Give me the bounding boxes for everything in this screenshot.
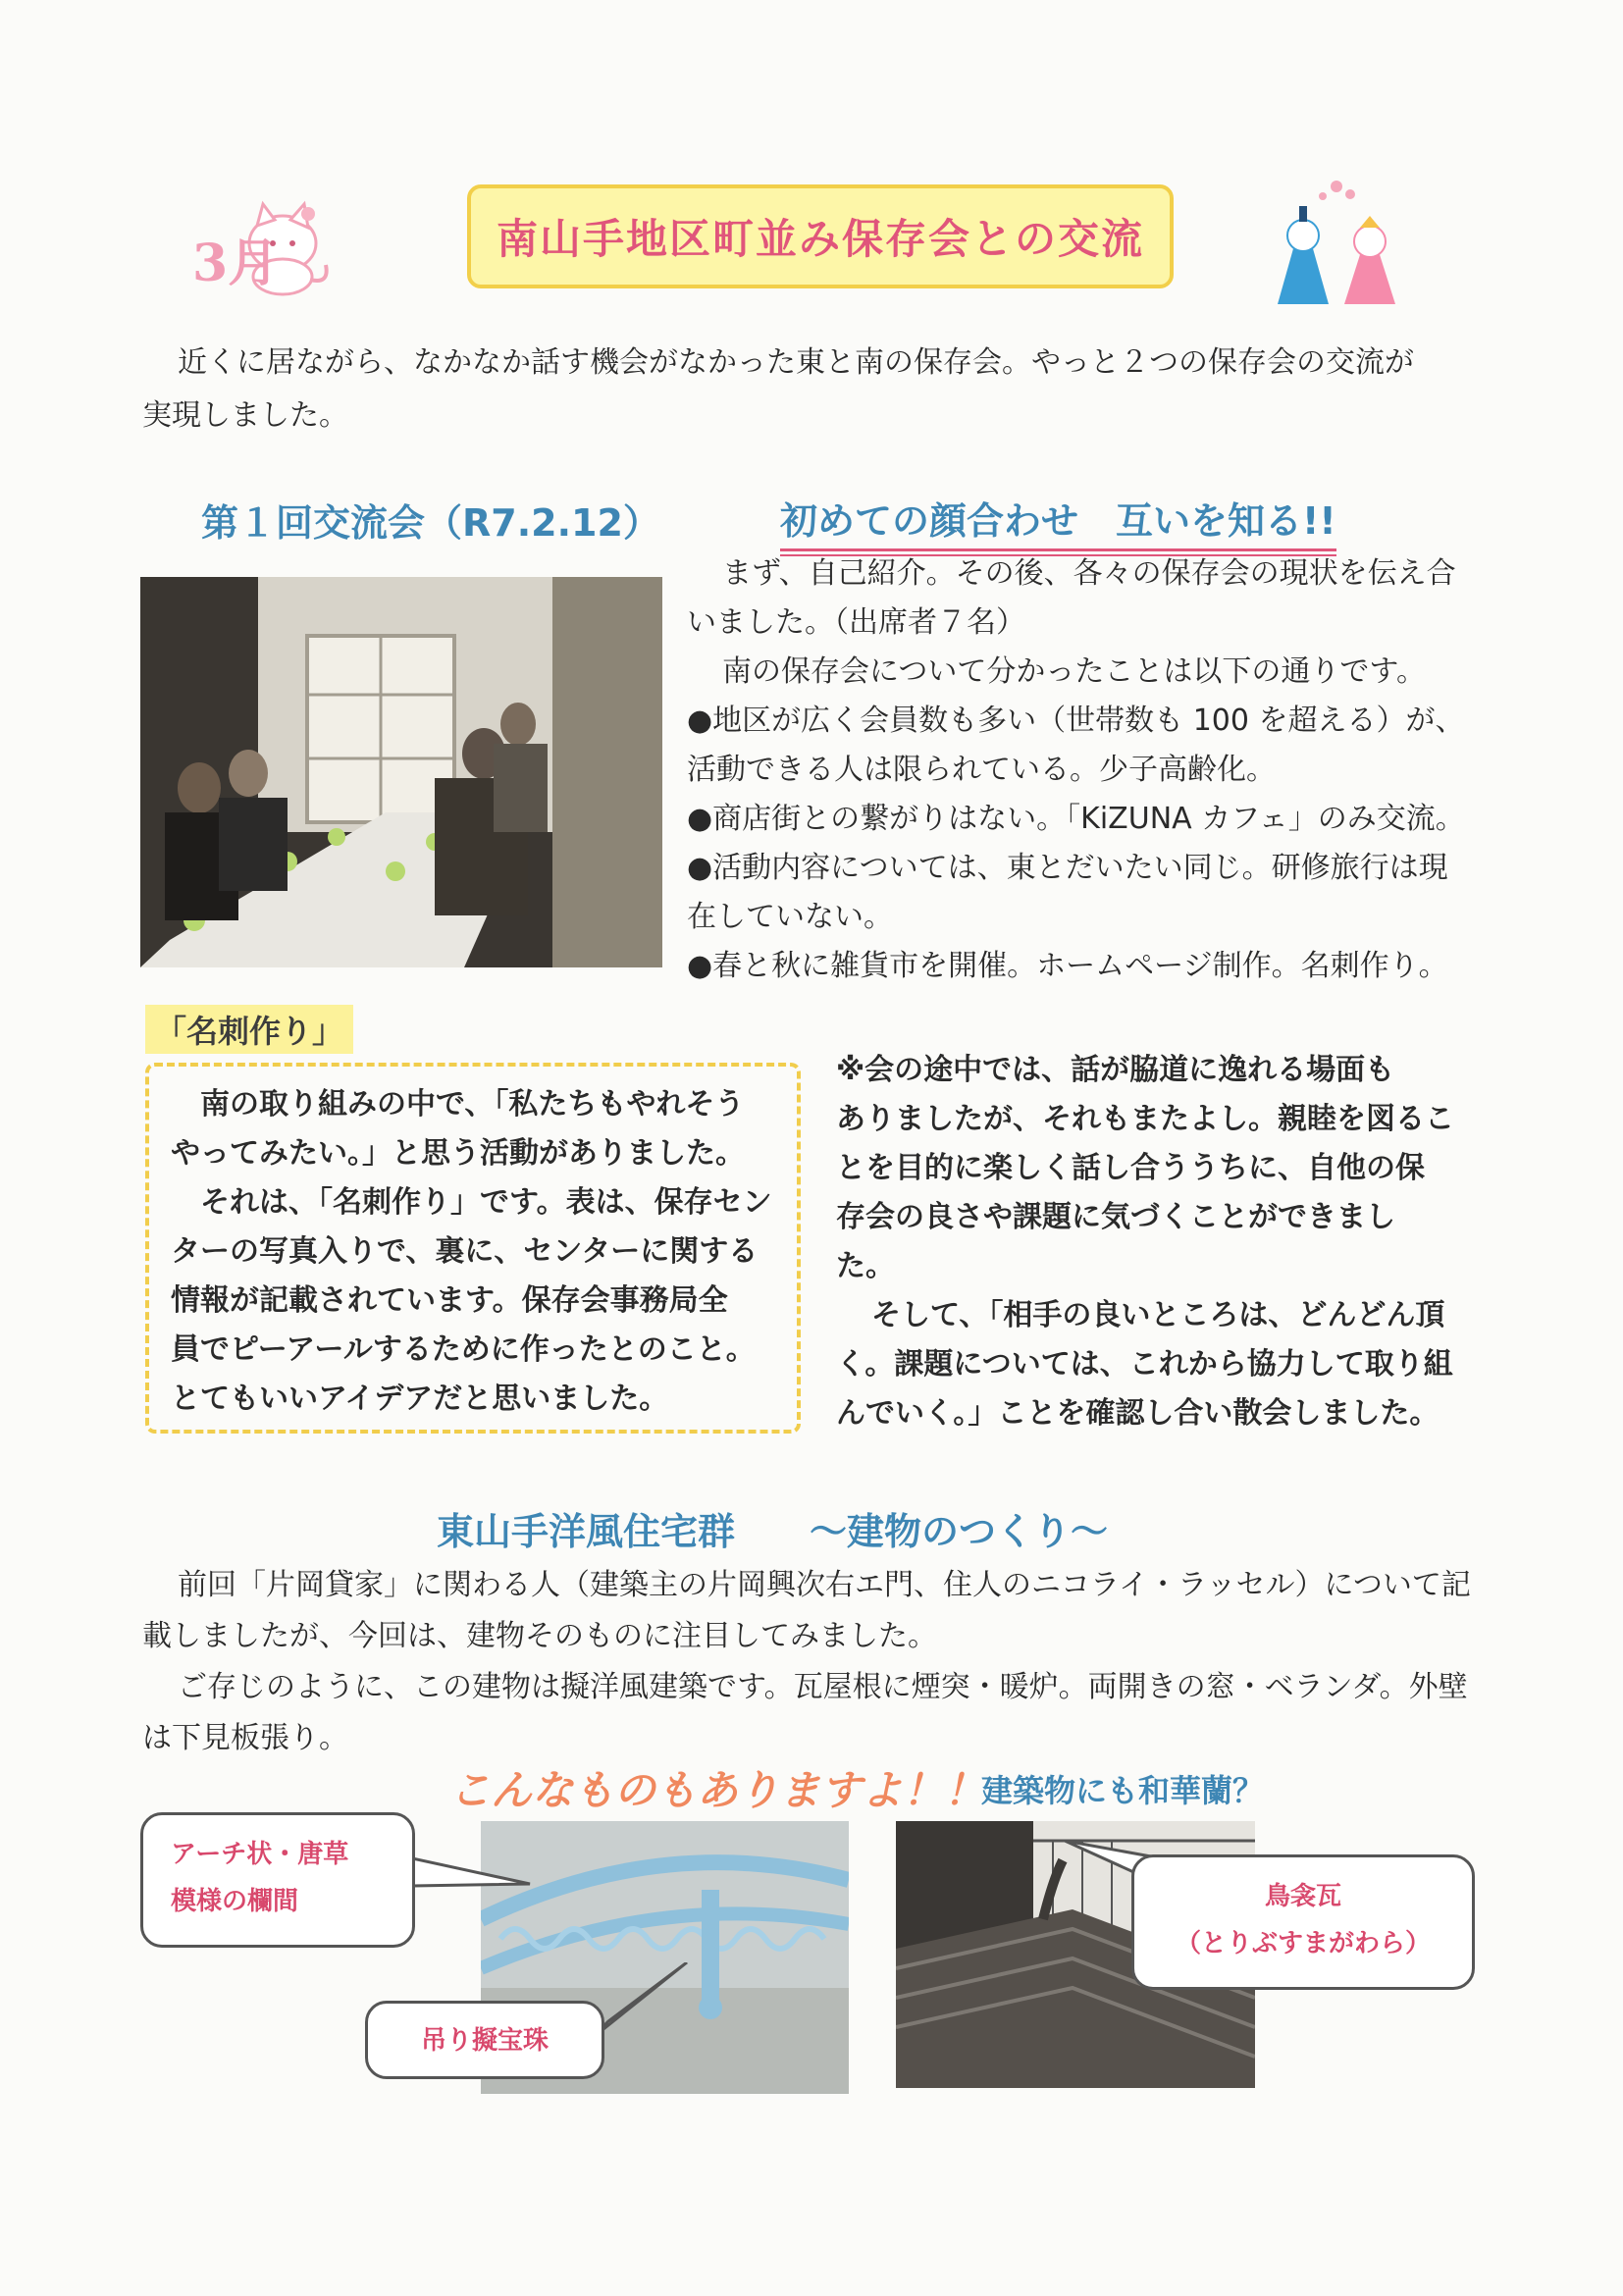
callout-pendant: [365, 2001, 604, 2079]
meishi-box: [145, 1063, 801, 1434]
note-text: [836, 1046, 1484, 1438]
page-title-box: [467, 184, 1174, 288]
page-title: 南山手地区町並み保存会との交流: [496, 215, 1144, 263]
note-line: とを目的に楽しく話し合ううちに、自他の保: [836, 1151, 1425, 1185]
meeting-line: いました。（出席者７名）: [687, 605, 1025, 640]
intro-line: 実現しました。: [142, 398, 348, 433]
meeting-line: まず、自己紹介。その後、各々の保存会の現状を伝え合: [722, 556, 1456, 591]
callout-pendant-pointer: [589, 1962, 697, 2045]
meishi-line: 南の取り組みの中で、「私たちもやれそう: [200, 1087, 745, 1122]
building-line: 載しましたが、今回は、建物そのものに注目してみました。: [142, 1619, 937, 1653]
note-line: ありましたが、それもまたよし。親睦を図るこ: [836, 1102, 1454, 1136]
meeting-photo: [140, 577, 662, 967]
building-line: 前回「片岡貸家」に関わる人（建築主の片岡興次右エ門、住人のニコライ・ラッセル）について記: [178, 1568, 1471, 1602]
note-line: た。: [836, 1249, 895, 1283]
meeting-heading-left: 第１回交流会（R7.2.12）: [201, 501, 660, 545]
meishi-line: 員でピーアールするために作ったとのこと。: [171, 1332, 756, 1367]
month-badge: [192, 186, 340, 304]
meeting-line: 活動できる人は限られている。少子高齢化。: [687, 753, 1276, 787]
meeting-line: 在していない。: [687, 900, 893, 934]
hina-dolls-icon: [1266, 177, 1423, 313]
building-text: [142, 1560, 1492, 1764]
banner-text: こんなものもありますよ！！: [449, 1766, 986, 1814]
meeting-line: ●春と秋に雑貨市を開催。ホームページ制作。名刺作り。: [687, 949, 1448, 983]
subbanner-text: 建築物にも和華蘭？: [981, 1772, 1265, 1809]
meishi-line: ターの写真入りで、裏に、センターに関する: [171, 1234, 759, 1269]
callout-tile-line: 鳥衾瓦: [1264, 1882, 1341, 1911]
meishi-tag: 「名刺作り」: [145, 1005, 353, 1054]
meishi-line: やってみたい。」と思う活動がありました。: [171, 1136, 745, 1171]
meishi-line: それは、「名刺作り」です。表は、保存セン: [200, 1185, 772, 1220]
callout-tile: [1131, 1854, 1475, 1990]
meeting-line: ●商店街との繋がりはない。「KiZUNA カフェ」のみ交流。: [687, 802, 1465, 836]
building-heading: 東山手洋風住宅群 ～建物のつくり～: [437, 1510, 1109, 1553]
intro-paragraph: [142, 337, 1487, 443]
building-line: ご存じのように、この建物は擬洋風建築です。瓦屋根に煙突・暖炉。両開きの窓・ベランダ。外壁: [178, 1670, 1468, 1704]
building-line: は下見板張り。: [142, 1721, 348, 1755]
callout-arch-line: アーチ状・唐草: [171, 1840, 349, 1869]
callout-arch-pointer: [412, 1845, 540, 1907]
note-line: んでいく。」ことを確認し合い散会しました。: [836, 1396, 1440, 1431]
note-line: 存会の良さや課題に気づくことができまし: [836, 1200, 1395, 1234]
note-line: そして、「相手の良いところは、どんどん頂: [871, 1298, 1445, 1332]
meeting-text: [687, 549, 1492, 991]
note-line: く。課題については、これから協力して取り組: [836, 1347, 1453, 1382]
meeting-line: ●地区が広く会員数も多い（世帯数も 100 を超える）が、: [687, 704, 1465, 738]
meeting-line: ●活動内容については、東とだいたい同じ。研修旅行は現: [687, 851, 1448, 885]
meeting-heading-right-text: 初めての顔合わせ 互いを知る!!: [780, 499, 1336, 543]
month-label: 3月: [192, 234, 280, 293]
meishi-line: とてもいいアイデアだと思いました。: [171, 1382, 669, 1416]
callout-arch: [140, 1812, 415, 1948]
intro-line: 近くに居ながら、なかなか話す機会がなかった東と南の保存会。やっと２つの保存会の交流が: [178, 345, 1414, 380]
meishi-line: 情報が記載されています。保存会事務局全: [171, 1283, 728, 1318]
callout-tile-line: （とりぶすまがわら）: [1175, 1929, 1431, 1958]
callout-pendant-label: 吊り擬宝珠: [420, 2026, 549, 2056]
meeting-heading-right: [780, 491, 1336, 556]
note-line: ※会の途中では、話が脇道に逸れる場面も: [836, 1053, 1395, 1087]
meeting-line: 南の保存会について分かったことは以下の通りです。: [722, 654, 1426, 689]
callout-arch-line: 模様の欄間: [171, 1887, 299, 1916]
